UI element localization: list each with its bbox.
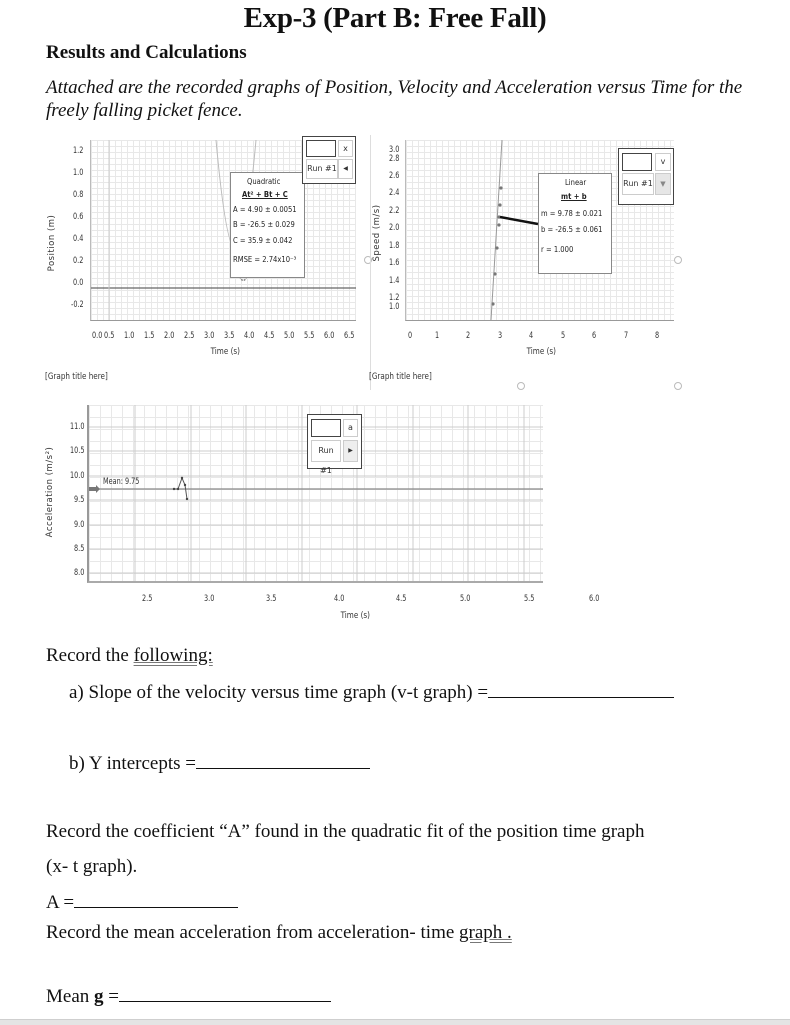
mean-acceleration-question	[46, 922, 512, 944]
acceleration-graph	[40, 400, 640, 630]
mean-label: Mean: 9.75	[103, 477, 140, 487]
fit-B: B = -26.5 ± 0.029	[233, 220, 295, 229]
acceleration-x-tick: 4.5	[396, 594, 407, 604]
position-x-tick: 2.5	[184, 331, 195, 341]
acceleration-x-tick: 5.0	[460, 594, 471, 604]
position-x-tick: 0.0	[92, 331, 103, 341]
velocity-x-tick: 7	[624, 331, 629, 341]
acceleration-swatch[interactable]	[311, 419, 341, 437]
acceleration-run-expand-icon[interactable]: ▶	[343, 440, 358, 462]
acceleration-y-tick: 11.0	[70, 422, 85, 432]
position-graph	[40, 135, 360, 390]
velocity-x-tick: 8	[655, 331, 660, 341]
fit-type: Quadratic	[247, 177, 281, 186]
acceleration-x-tick: 3.0	[204, 594, 215, 604]
position-y-tick: 0.8	[73, 190, 84, 200]
mean-g-label: Mean	[46, 986, 95, 1007]
record-intro-underlined: following:	[133, 645, 213, 666]
velocity-run-dropdown-icon[interactable]: ▼	[655, 173, 671, 195]
position-x-tick: 5.0	[284, 331, 295, 341]
position-run-panel	[302, 136, 356, 184]
position-swatch[interactable]	[306, 140, 336, 157]
velocity-run-panel	[618, 148, 674, 205]
position-x-tick: 6.0	[324, 331, 335, 341]
velocity-y-tick: 3.0	[389, 145, 400, 155]
record-intro-text: Record the	[46, 645, 134, 666]
position-x-tick: 1.5	[144, 331, 155, 341]
velocity-swatch[interactable]	[622, 153, 652, 171]
velocity-x-tick: 6	[592, 331, 597, 341]
acceleration-y-tick: 9.0	[74, 520, 85, 530]
position-x-tick: 1.0	[124, 331, 135, 341]
position-run-toggle-icon[interactable]: ◀	[338, 159, 353, 179]
position-x-tick: 4.5	[264, 331, 275, 341]
velocity-x-tick: 4	[529, 331, 534, 341]
velocity-x-axis-label: Time (s)	[526, 347, 556, 357]
mean-marker-icon	[89, 485, 100, 493]
velocity-y-tick: 2.8	[389, 154, 400, 164]
section-heading: Results and Calculations	[46, 42, 247, 63]
acceleration-x-tick: 2.5	[142, 594, 153, 604]
acceleration-run-panel	[307, 414, 362, 475]
velocity-graph	[362, 135, 684, 390]
acceleration-y-tick: 10.5	[70, 446, 85, 456]
y-intercept-answer-blank[interactable]	[196, 750, 370, 769]
fit-A: A = 4.90 ± 0.0051	[233, 205, 297, 214]
fit-equation: At² + Bt + C	[242, 190, 288, 199]
velocity-run-label: Run #1	[622, 173, 654, 195]
acceleration-y-tick: 8.5	[74, 544, 85, 554]
position-x-axis-label: Time (s)	[210, 347, 240, 357]
acceleration-x-tick: 5.5	[524, 594, 535, 604]
mean-intro-underlined: graph .	[459, 922, 512, 943]
intro-paragraph: Attached are the recorded graphs of Position, Velocity and Acceleration versus Time for the freely falling picket fence.	[46, 77, 743, 121]
acceleration-y-tick: 9.5	[74, 495, 85, 505]
velocity-y-tick: 2.4	[389, 188, 400, 198]
page-title: Exp-3 (Part B: Free Fall)	[243, 2, 547, 34]
velocity-y-tick: 1.2	[389, 293, 400, 303]
acceleration-y-tick: 8.0	[74, 568, 85, 578]
velocity-y-tick: 1.4	[389, 276, 400, 286]
velocity-y-axis-label: Speed (m/s)	[372, 204, 382, 262]
coefficient-A-answer-blank[interactable]	[74, 889, 238, 908]
position-swatch-label: x	[338, 140, 353, 157]
question-a-label: a) Slope of the velocity versus time graph (v-t graph) =	[69, 682, 489, 703]
acceleration-x-tick: 3.5	[266, 594, 277, 604]
acceleration-swatch-label: a	[343, 419, 358, 437]
velocity-x-tick: 1	[435, 331, 440, 341]
position-x-tick: 0.5	[104, 331, 115, 341]
position-y-tick: 0.4	[73, 234, 84, 244]
record-following-heading	[46, 645, 213, 667]
fit-b: b = -26.5 ± 0.061	[541, 225, 603, 234]
position-x-tick: 3.0	[204, 331, 215, 341]
velocity-y-tick: 2.2	[389, 206, 400, 216]
acceleration-x-axis-label: Time (s)	[340, 611, 370, 621]
velocity-swatch-label: v	[655, 153, 671, 171]
mean-intro-text: Record the mean acceleration from acceleration- time	[46, 922, 460, 943]
position-y-tick: -0.2	[71, 300, 84, 310]
position-graph-title[interactable]: [Graph title here]	[45, 372, 108, 382]
position-y-tick: 1.0	[73, 168, 84, 178]
coefficient-A-label: A =	[46, 892, 75, 913]
slope-answer-blank[interactable]	[488, 679, 674, 698]
position-x-tick: 6.5	[344, 331, 355, 341]
coefficient-question-line1: Record the coefficient “A” found in the quadratic fit of the position time graph	[46, 821, 645, 842]
position-x-tick: 5.5	[304, 331, 315, 341]
velocity-x-tick: 5	[561, 331, 566, 341]
fit-C: C = 35.9 ± 0.042	[233, 236, 293, 245]
velocity-y-tick: 1.0	[389, 302, 400, 312]
position-y-tick: 0.0	[73, 278, 84, 288]
mean-g-symbol: g	[94, 986, 104, 1007]
velocity-x-tick: 0	[408, 331, 413, 341]
position-y-axis-label: Position (m)	[47, 214, 57, 272]
position-y-tick: 0.6	[73, 212, 84, 222]
fit-equation: mt + b	[561, 192, 587, 201]
fit-rmse: RMSE = 2.74x10⁻³	[233, 255, 297, 264]
fit-type: Linear	[565, 178, 587, 187]
quadratic-fit-box[interactable]	[230, 172, 305, 278]
position-x-tick: 4.0	[244, 331, 255, 341]
acceleration-y-tick: 10.0	[70, 471, 85, 481]
acceleration-y-axis-label: Acceleration (m/s²)	[45, 446, 55, 538]
question-b-label: b) Y intercepts =	[69, 753, 196, 774]
coefficient-question-line2: (x- t graph).	[46, 856, 138, 877]
position-x-tick: 2.0	[164, 331, 175, 341]
position-x-tick: 3.5	[224, 331, 235, 341]
resize-handle[interactable]	[674, 256, 682, 264]
resize-handle[interactable]	[517, 382, 525, 390]
acceleration-run-label: Run #1	[311, 440, 341, 462]
position-run-label: Run #1	[306, 159, 338, 179]
velocity-y-tick: 1.6	[389, 258, 400, 268]
question-b	[69, 750, 370, 775]
velocity-x-tick: 3	[498, 331, 503, 341]
velocity-y-tick: 1.8	[389, 241, 400, 251]
mean-g-equals: =	[103, 986, 119, 1007]
velocity-graph-title[interactable]: [Graph title here]	[369, 372, 432, 382]
position-y-tick: 0.2	[73, 256, 84, 266]
fit-m: m = 9.78 ± 0.021	[541, 209, 603, 218]
fit-r: r = 1.000	[541, 245, 574, 254]
position-y-tick: 1.2	[73, 146, 84, 156]
velocity-x-tick: 2	[466, 331, 471, 341]
velocity-y-tick: 2.0	[389, 223, 400, 233]
linear-fit-box[interactable]	[538, 173, 612, 274]
question-a	[69, 679, 674, 704]
velocity-y-tick: 2.6	[389, 171, 400, 181]
mean-g-row	[46, 983, 331, 1008]
acceleration-x-tick: 6.0	[589, 594, 600, 604]
acceleration-x-tick: 4.0	[334, 594, 345, 604]
resize-handle[interactable]	[674, 382, 682, 390]
coefficient-A-row	[46, 889, 238, 914]
bottom-scroll-bar[interactable]	[0, 1019, 790, 1025]
mean-g-answer-blank[interactable]	[119, 983, 331, 1002]
